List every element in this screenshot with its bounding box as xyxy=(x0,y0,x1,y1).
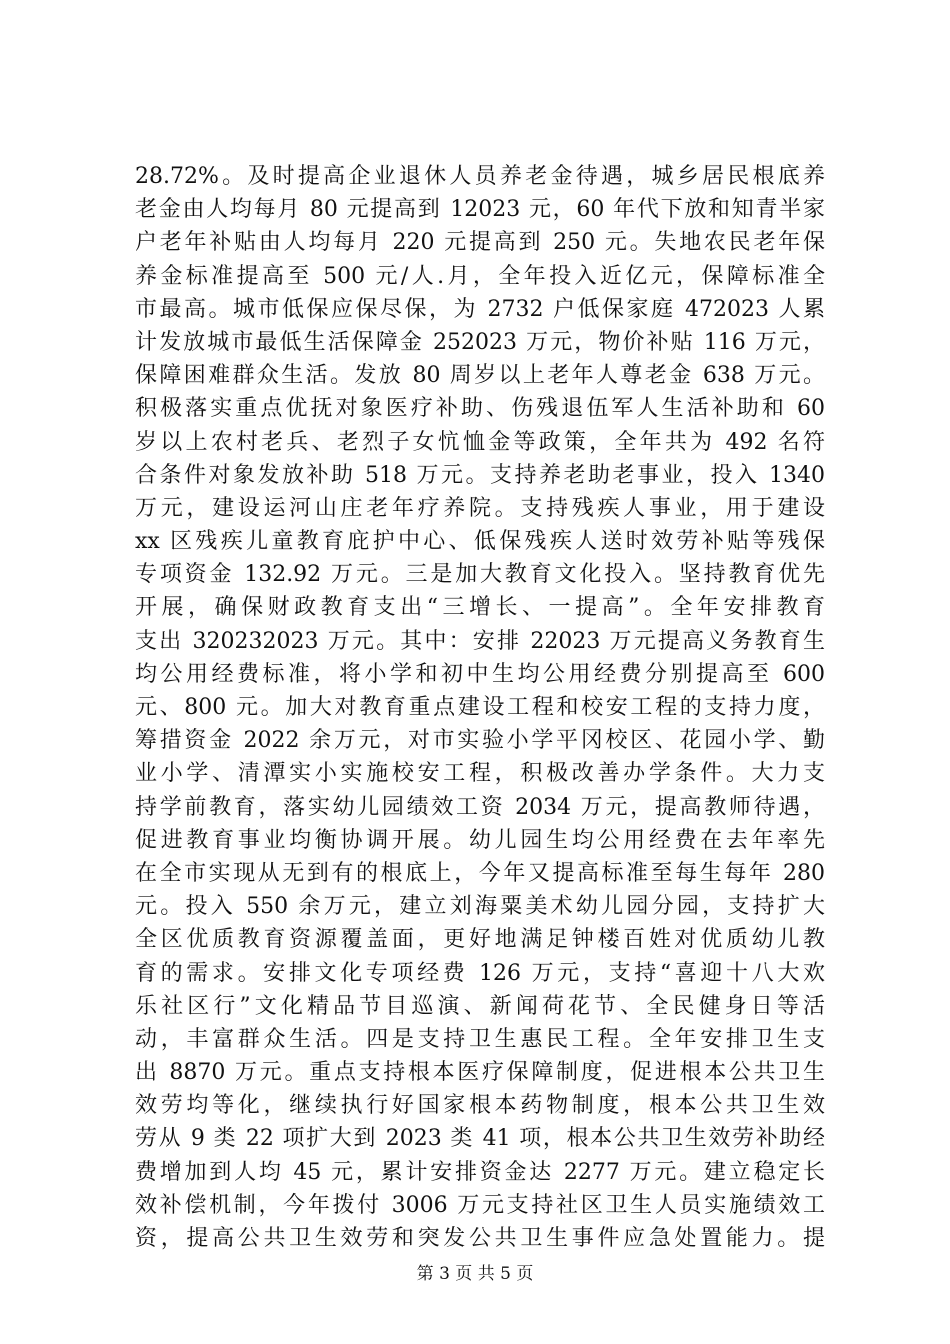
text-line: 动，丰富群众生活。四是支持卫生惠民工程。全年安排卫生支 xyxy=(135,1026,825,1052)
text-line: 持学前教育，落实幼儿园绩效工资 2034 万元，提高教师待遇， xyxy=(135,794,825,820)
text-line: 户老年补贴由人均每月 220 元提高到 250 元。失地农民老年保 xyxy=(135,230,825,256)
text-line: 劳从 9 类 22 项扩大到 2023 类 41 项，根本公共卫生效劳补助经 xyxy=(135,1126,825,1152)
text-line: 支出 320232023 万元。其中：安排 22023 万元提高义务教育生 xyxy=(135,628,825,654)
text-line: 开展，确保财政教育支出“三增长、一提高”。全年安排教育 xyxy=(135,595,825,621)
text-line: 在全市实现从无到有的根底上，今年又提高标准至每生每年 280 xyxy=(135,860,825,886)
text-line: 业小学、清潭实小实施校安工程，积极改善办学条件。大力支 xyxy=(135,761,825,787)
text-line: 效补偿机制，今年拨付 3006 万元支持社区卫生人员实施绩效工 xyxy=(135,1192,825,1218)
text-line: 老金由人均每月 80 元提高到 12023 元，60 年代下放和知青半家 xyxy=(135,197,825,223)
page-number: 第 3 页 共 5 页 xyxy=(416,1264,534,1284)
text-line: 出 8870 万元。重点支持根本医疗保障制度，促进根本公共卫生 xyxy=(135,1060,825,1086)
text-line: 费增加到人均 45 元，累计安排资金达 2277 万元。建立稳定长 xyxy=(135,1159,825,1185)
text-line: xx 区残疾儿童教育庇护中心、低保残疾人送时效劳补贴等残保 xyxy=(135,529,825,555)
text-line: 岁以上农村老兵、老烈子女忼恤金等政策，全年共为 492 名符 xyxy=(135,429,825,455)
text-line: 28.72%。及时提高企业退休人员养老金待遇，城乡居民根底养 xyxy=(135,164,825,189)
text-line: 积极落实重点优抚对象医疗补助、伤残退伍军人生活补助和 60 xyxy=(135,396,825,422)
page-footer xyxy=(0,1262,950,1286)
text-line: 育的需求。安排文化专项经费 126 万元，支持“喜迎十八大欢 xyxy=(135,960,825,986)
text-line: 资，提高公共卫生效劳和突发公共卫生事件应急处置能力。提 xyxy=(135,1226,825,1251)
text-line: 元。投入 550 余万元，建立刘海粟美术幼儿园分园，支持扩大 xyxy=(135,894,825,920)
body-text xyxy=(135,160,825,1255)
text-line: 全区优质教育资源覆盖面，更好地满足钟楼百姓对优质幼儿教 xyxy=(135,927,825,953)
text-line: 元、800 元。加大对教育重点建设工程和校安工程的支持力度， xyxy=(135,695,825,720)
text-line: 均公用经费标准，将小学和初中生均公用经费分别提高至 600 xyxy=(135,661,825,687)
text-line: 效劳均等化，继续执行好国家根本药物制度，根本公共卫生效 xyxy=(135,1093,825,1119)
text-line: 筹措资金 2022 余万元，对市实验小学平冈校区、花园小学、勤 xyxy=(135,728,825,754)
text-line: 计发放城市最低生活保障金 252023 万元，物价补贴 116 万元， xyxy=(135,329,825,355)
text-line: 养金标准提高至 500 元/人.月，全年投入近亿元，保障标准全 xyxy=(135,263,825,289)
text-line: 保障困难群众生活。发放 80 周岁以上老年人尊老金 638 万元。 xyxy=(135,363,825,389)
text-line: 专项资金 132.92 万元。三是加大教育文化投入。坚持教育优先 xyxy=(135,562,825,588)
text-line: 乐社区行”文化精品节目巡演、新闻荷花节、全民健身日等活 xyxy=(135,993,825,1019)
text-line: 市最高。城市低保应保尽保，为 2732 户低保家庭 472023 人累 xyxy=(135,296,825,322)
text-line: 合条件对象发放补助 518 万元。支持养老助老事业，投入 1340 xyxy=(135,462,825,488)
text-line: 万元，建设运河山庄老年疗养院。支持残疾人事业，用于建设 xyxy=(135,495,825,521)
text-line: 促进教育事业均衡协调开展。幼儿园生均公用经费在去年率先 xyxy=(135,827,825,853)
